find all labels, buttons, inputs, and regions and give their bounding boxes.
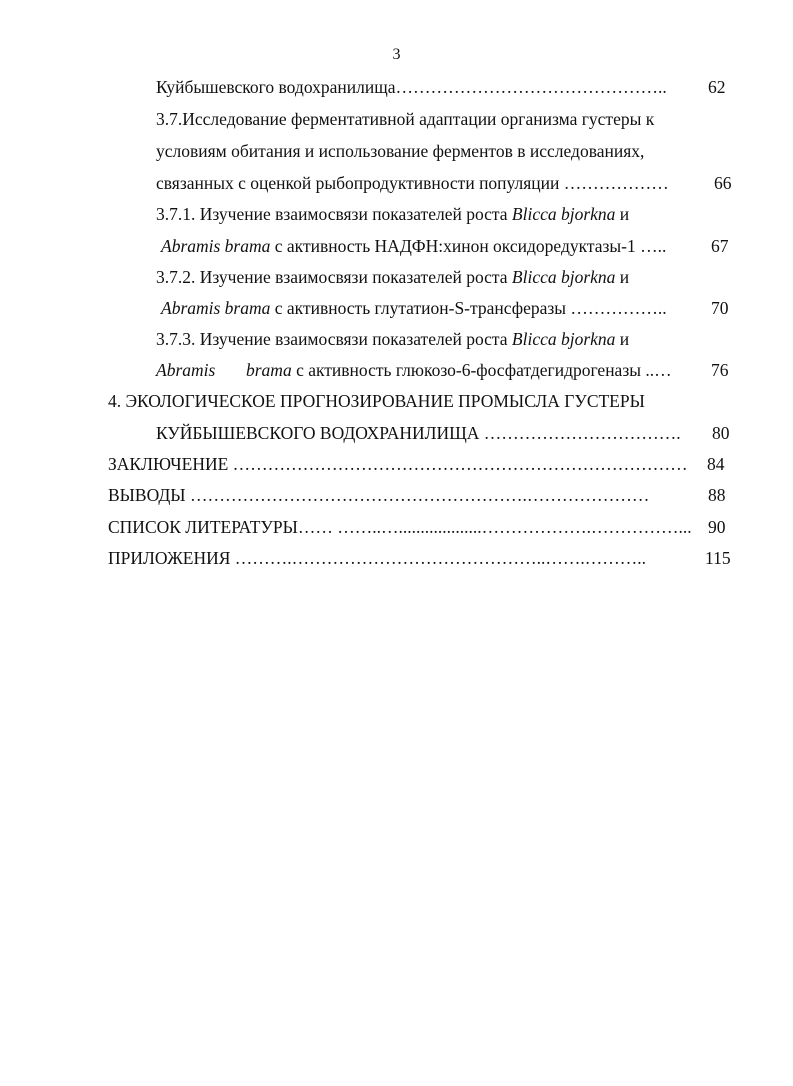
toc-entry-3-7-line2: условиям обитания и использование ферментов в исследованиях, [156,141,645,161]
toc-entry-3-7-2-line2 [161,297,667,319]
toc-entry-text: с активность глутатион-S-трансферазы …………….. [270,298,667,318]
toc-entry-text: 3.7.3. Изучение взаимосвязи показателей роста [156,329,512,349]
toc-entry-3-7-1-line1 [156,203,629,225]
species-name: brama [246,360,292,380]
toc-entry-label: СПИСОК ЛИТЕРАТУРЫ [108,517,298,537]
toc-leader: …… ……..…...................……………….……………... [297,517,692,537]
toc-entry-3-7-line1: 3.7.Исследование ферментативной адаптации организма густеры к [156,109,655,129]
toc-entry-text: и [615,267,630,287]
toc-chapter-4-line1: 4. ЭКОЛОГИЧЕСКОЕ ПРОГНОЗИРОВАНИЕ ПРОМЫСЛА ГУСТЕРЫ [108,391,645,411]
toc-entry-text: с активность глюкозо-6-фосфатдегидрогеназы ..… [291,360,672,380]
toc-page-number: 76 [711,360,729,380]
species-name: Abramis brama [161,236,271,256]
toc-page-number: 80 [712,423,730,443]
toc-references [108,516,692,538]
toc-entry-3-7-3-line2-rest [246,359,672,381]
toc-page-number: 62 [708,77,726,97]
toc-page-number: 90 [708,517,726,537]
species-name: Blicca bjorkna [511,267,616,287]
toc-entry-3-7-2-line1 [156,266,629,288]
toc-page-number: 70 [711,298,729,318]
species-name: Abramis brama [161,298,271,318]
toc-entry-3-7-3-line1 [156,328,629,350]
toc-leader: ………………………………………………….………………… [185,485,650,505]
toc-entry-text: 3.7.1. Изучение взаимосвязи показателей роста [156,204,512,224]
species-name: Blicca bjorkna [511,329,616,349]
toc-entry-label: ВЫВОДЫ [108,485,186,505]
toc-conclusion [108,453,688,475]
toc-page-number: 66 [714,173,732,193]
toc-leader: ……………………………………….. [395,77,667,97]
toc-entry-text: Куйбышевского водохранилища [156,77,396,97]
page-number: 3 [392,46,401,63]
toc-entry-label: ЗАКЛЮЧЕНИЕ [108,454,229,474]
toc-entry-text: и [615,204,630,224]
toc-entry-3-7-1-line2 [161,235,666,257]
toc-page-number: 88 [708,485,726,505]
toc-page-number: 84 [707,454,725,474]
toc-entry-3-6-continuation [156,76,667,98]
toc-entry-3-7-line3: связанных с оценкой рыбопродуктивности популяции ……………… [156,173,669,193]
toc-entry-text: с активность НАДФН:хинон оксидоредуктазы-1 ….. [270,236,667,256]
toc-leader: …………………………………………………………………… [228,454,688,474]
toc-leader: ……….……………………………………..…….……….. [230,548,647,568]
toc-entry-label: ПРИЛОЖЕНИЯ [108,548,231,568]
toc-entry-text: и [615,329,630,349]
species-name: Blicca bjorkna [511,204,616,224]
toc-page-number: 115 [705,548,731,568]
toc-entry-3-7-3-line2 [156,359,215,381]
toc-entry-text: 3.7.2. Изучение взаимосвязи показателей роста [156,267,512,287]
species-name: Abramis [156,360,216,380]
toc-page-number: 67 [711,236,729,256]
toc-appendices [108,547,646,569]
toc-findings [108,484,649,506]
toc-chapter-4-line2: КУЙБЫШЕВСКОГО ВОДОХРАНИЛИЩА ……………………………. [156,423,681,443]
